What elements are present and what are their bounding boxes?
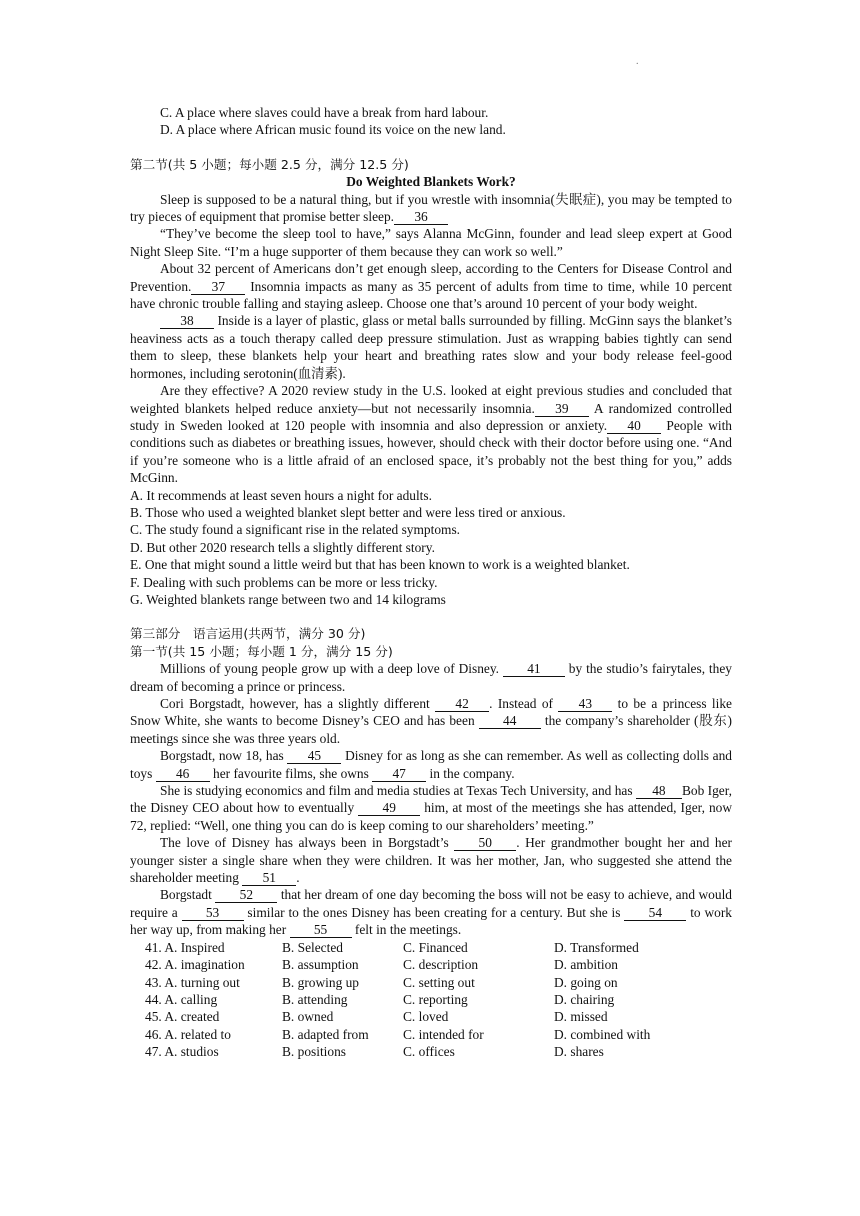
choice: C. reporting <box>403 991 468 1007</box>
blank-48: 48 <box>636 784 682 799</box>
choice: D. combined with <box>554 1026 651 1042</box>
paragraph <box>130 312 732 382</box>
paragraph <box>130 886 732 938</box>
text: felt in the meetings. <box>351 922 462 938</box>
option-d: D. A place where African music found its voice on the new land. <box>160 122 506 138</box>
blank-38: 38 <box>160 314 214 329</box>
text: to work her way up, from making her <box>130 904 732 938</box>
choice: B. assumption <box>282 957 359 973</box>
blank-51: 51 <box>242 871 296 886</box>
text: Bob Iger, the Disney CEO about how to eventually <box>130 783 732 816</box>
choice: 47. A. studios <box>145 1044 219 1060</box>
choice: B. growing up <box>282 974 359 990</box>
blank-50: 50 <box>454 836 516 851</box>
choice-row <box>145 1043 732 1060</box>
choice-row <box>145 974 732 991</box>
text: Are they effective? A 2020 review study in the U.S. looked at eight previous studies and concluded that weighted blankets helped reduce anxiety—but not necessarily insomnia. <box>130 383 732 416</box>
blank-44: 44 <box>479 714 541 729</box>
choice: D. going on <box>554 974 618 990</box>
blank-45: 45 <box>287 749 341 764</box>
answer-choices <box>130 939 732 1061</box>
text: to be a princess like Snow White, she wants to become Disney’s CEO and has been <box>130 696 732 729</box>
choice: C. intended for <box>403 1026 484 1042</box>
choice-row <box>145 1008 732 1025</box>
choice: B. attending <box>282 991 348 1007</box>
text: She is studying economics and film and media studies at Texas Tech University, and has <box>160 783 636 799</box>
blank-52: 52 <box>215 888 277 903</box>
choice: D. shares <box>554 1044 604 1060</box>
blank-36: 36 <box>394 210 448 225</box>
section2-header: 第二节(共 5 小题；每小题 2.5 分，满分 12.5 分) <box>130 156 409 172</box>
text: that her dream of one day becoming the boss will not be easy to achieve, and would require a <box>130 887 732 920</box>
paragraph: “They’ve become the sleep tool to have,” says Alanna McGinn, founder and lead sleep expert at Good Night Sleep Site. “I’m a huge supporter of them because they can work so well.” <box>130 226 732 259</box>
choice: B. positions <box>282 1044 346 1060</box>
choice: 45. A. created <box>145 1009 220 1025</box>
paragraph <box>130 747 732 782</box>
choice: B. owned <box>282 1009 334 1025</box>
paragraph <box>130 695 732 747</box>
blank-42: 42 <box>435 697 489 712</box>
text: Borgstadt <box>160 887 216 903</box>
text: The love of Disney has always been in Borgstadt’s <box>160 835 455 851</box>
text: About 32 percent of Americans don’t get enough sleep, according to the Centers for Disease Control and Prevention. <box>130 261 732 294</box>
choice-row <box>145 991 732 1008</box>
choice: D. Transformed <box>554 939 639 955</box>
part3-header: 第三部分 语言运用(共两节，满分 30 分) <box>130 626 366 642</box>
blank-46: 46 <box>156 767 210 782</box>
paragraph <box>130 660 732 695</box>
option-a: A. It recommends at least seven hours a night for adults. <box>130 487 432 503</box>
text: by the studio’s fairytales, they dream of becoming a prince or princess. <box>130 661 732 694</box>
text: Insomnia impacts as many as 35 percent of adults from time to time, while 10 percent have chronic trouble falling and staying asleep. Choose one that’s around 10 percent of your body weight. <box>130 278 732 312</box>
option-f: F. Dealing with such problems can be more or less tricky. <box>130 574 438 590</box>
choice: C. Financed <box>403 939 468 955</box>
blank-37: 37 <box>191 280 245 295</box>
blank-55: 55 <box>290 923 352 938</box>
choice: B. Selected <box>282 939 343 955</box>
blank-47: 47 <box>372 767 426 782</box>
paragraph <box>130 782 732 834</box>
blank-41: 41 <box>503 662 565 677</box>
paragraph <box>130 382 732 486</box>
option-d: D. But other 2020 research tells a slightly different story. <box>130 539 435 555</box>
choice: C. setting out <box>403 974 475 990</box>
blank-40: 40 <box>607 419 661 434</box>
choice-row <box>145 939 732 956</box>
paragraph <box>130 834 732 886</box>
choice: C. loved <box>403 1009 449 1025</box>
text: Disney for as long as she can remember. As well as collecting dolls and toys <box>130 748 732 781</box>
choice: 41. A. Inspired <box>145 939 225 955</box>
text: Borgstadt, now 18, has <box>160 748 288 764</box>
blank-43: 43 <box>558 697 612 712</box>
blank-49: 49 <box>358 801 420 816</box>
text: . Instead of <box>489 696 559 711</box>
choice: 44. A. calling <box>145 991 218 1007</box>
choice: C. offices <box>403 1044 455 1060</box>
choice: B. adapted from <box>282 1026 369 1042</box>
option-g: G. Weighted blankets range between two and 14 kilograms <box>130 591 446 607</box>
option-c: C. A place where slaves could have a break from hard labour. <box>160 105 489 120</box>
blank-54: 54 <box>624 906 686 921</box>
choice: 43. A. turning out <box>145 974 240 990</box>
exam-page <box>130 104 732 1061</box>
choice: D. missed <box>554 1009 608 1025</box>
text: her favourite films, she owns <box>209 765 373 781</box>
text: A randomized controlled study in Sweden looked at 120 people with insomnia and also depression or anxiety. <box>130 400 732 433</box>
text: People with conditions such as diabetes or breathing issues, however, should check with their doctor before using one. “And if you’re someone who is a little afraid of an enclosed space, it’s probably not the best thing for you,” adds McGinn. <box>130 417 732 486</box>
paragraph <box>130 191 732 226</box>
passage-title: Do Weighted Blankets Work? <box>346 174 516 190</box>
page-mark: . <box>636 56 639 67</box>
part3-section1-header: 第一节(共 15 小题；每小题 1 分，满分 15 分) <box>130 643 393 659</box>
choice-row <box>145 956 732 973</box>
text: in the company. <box>426 765 515 781</box>
text: Sleep is supposed to be a natural thing, but if you wrestle with insomnia(失眠症), you may be tempted to try pieces of equipment that promise better sleep. <box>130 191 732 225</box>
blank-39: 39 <box>535 402 589 417</box>
blank-53: 53 <box>182 906 244 921</box>
choice: D. chairing <box>554 991 615 1007</box>
choice: 46. A. related to <box>145 1026 231 1042</box>
paragraph <box>130 260 732 312</box>
option-c: C. The study found a significant rise in the related symptoms. <box>130 522 460 538</box>
text: Cori Borgstadt, however, has a slightly different <box>160 696 436 711</box>
text: him, at most of the meetings she has attended, Iger, now 72, replied: “Well, one thing you can do is keep coming to our shareholders’ meeting.” <box>130 800 733 833</box>
option-e: E. One that might sound a little weird but that has been known to work is a weighted blanket. <box>130 557 630 573</box>
choice: C. description <box>403 957 479 973</box>
text: . Her grandmother bought her and her younger sister a single share when they were children. It was her mother, Jan, who suggested she attend the shareholder meeting <box>130 835 732 886</box>
option-b: B. Those who used a weighted blanket slept better and were less tired or anxious. <box>130 504 566 520</box>
choice-row <box>145 1026 732 1043</box>
choice: D. ambition <box>554 957 618 973</box>
text: similar to the ones Disney has been creating for a century. But she is <box>243 904 625 920</box>
text: Millions of young people grow up with a deep love of Disney. <box>160 661 500 677</box>
text: . <box>296 870 300 886</box>
text: Inside is a layer of plastic, glass or metal balls surrounded by filling. McGinn says the blanket’s heaviness acts as a touch therapy called deep pressure stimulation. Just as wrapping babies tightly can send them to sleep, these blankets help your heart and breathing rates slow and your body release feel-good hormones, including serotonin(血清素). <box>130 313 732 381</box>
choice: 42. A. imagination <box>145 957 245 973</box>
text: the company’s shareholder (股东) meetings since she was three years old. <box>130 713 732 746</box>
